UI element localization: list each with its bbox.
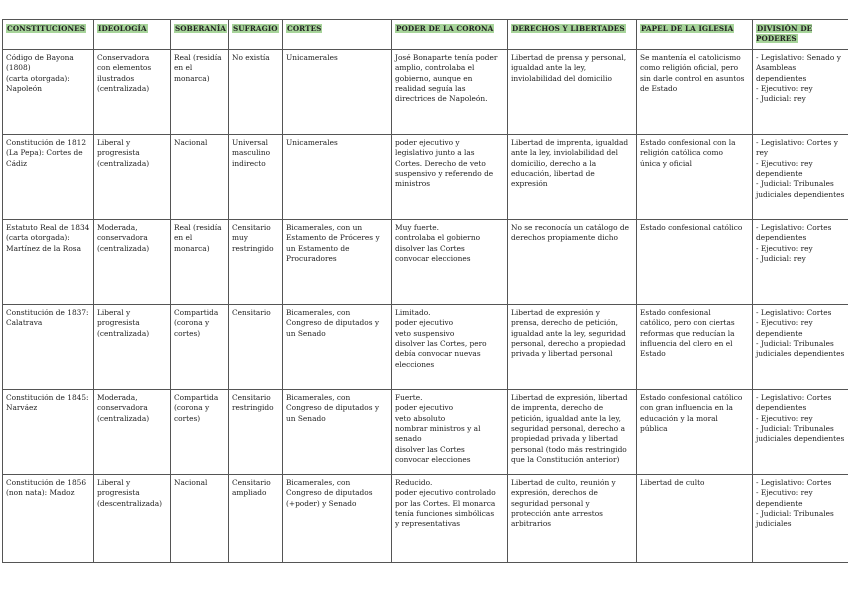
- table-cell: Liberal y progresista (centralizada): [94, 304, 171, 389]
- table-cell: Censitario muy restringido: [229, 219, 283, 304]
- table-row: [3, 389, 848, 474]
- table-cell: Muy fuerte. controlaba el gobierno disolver las Cortes convocar elecciones: [392, 219, 508, 304]
- table-cell: Bicamerales, con un Estamento de Próceres y un Estamento de Procuradores: [283, 219, 392, 304]
- table-cell: poder ejecutivo y legislativo junto a las Cortes. Derecho de veto suspensivo y referendo de ministros: [392, 134, 508, 219]
- table-row: [3, 49, 848, 134]
- table-cell: - Legislativo: Cortes dependientes - Ejecutivo: rey - Judicial: Tribunales judiciales dependientes: [753, 389, 848, 474]
- header-cell: [283, 20, 392, 50]
- table-cell: Fuerte. poder ejecutivo veto absoluto nombrar ministros y al senado disolver las Cortes convocar elecciones: [392, 389, 508, 474]
- header-label: CORTES: [287, 24, 322, 33]
- table-cell: Constitución de 1812 (La Pepa): Cortes de Cádiz: [3, 134, 94, 219]
- table-cell: Compartida (corona y cortes): [171, 304, 229, 389]
- header-label: IDEOLOGÍA: [98, 24, 147, 33]
- header-cell: [229, 20, 283, 50]
- header-label: DIVISIÓN DE PODERES: [756, 24, 813, 44]
- table-cell: Bicamerales, con Congreso de diputados (+poder) y Senado: [283, 474, 392, 562]
- header-cell: [508, 20, 637, 50]
- table-cell: Constitución de 1845: Narváez: [3, 389, 94, 474]
- table-cell: Se mantenía el catolicismo como religión oficial, pero sin darle control en asuntos de Estado: [637, 49, 753, 134]
- table-cell: Censitario restringido: [229, 389, 283, 474]
- table-cell: Constitución de 1856 (non nata): Madoz: [3, 474, 94, 562]
- header-cell: [3, 20, 94, 50]
- table-cell: Estado confesional católico: [637, 219, 753, 304]
- header-row: [3, 20, 848, 50]
- table-cell: Limitado. poder ejecutivo veto suspensivo disolver las Cortes, pero debía convocar nuevas elecciones: [392, 304, 508, 389]
- header-cell: [171, 20, 229, 50]
- table-cell: No se reconocía un catálogo de derechos propiamente dicho: [508, 219, 637, 304]
- table-cell: Estatuto Real de 1834 (carta otorgada): Martínez de la Rosa: [3, 219, 94, 304]
- table-cell: Constitución de 1837: Calatrava: [3, 304, 94, 389]
- header-label: PAPEL DE LA IGLESIA: [641, 24, 734, 33]
- table-cell: Nacional: [171, 134, 229, 219]
- table-cell: Unicamerales: [283, 134, 392, 219]
- header-cell: [94, 20, 171, 50]
- header-label: CONSTITUCIONES: [7, 24, 86, 33]
- header-label: SUFRAGIO: [233, 24, 278, 33]
- table-cell: Compartida (corona y cortes): [171, 389, 229, 474]
- table-cell: Libertad de prensa y personal, igualdad ante la ley, inviolabilidad del domicilio: [508, 49, 637, 134]
- table-cell: José Bonaparte tenía poder amplio, controlaba el gobierno, aunque en realidad seguía las directrices de Napoleón.: [392, 49, 508, 134]
- table-cell: Bicamerales, con Congreso de diputados y un Senado: [283, 304, 392, 389]
- table-cell: Estado confesional católico con gran influencia en la educación y la moral pública: [637, 389, 753, 474]
- table-cell: Moderada, conservadora (centralizada): [94, 389, 171, 474]
- header-label: DERECHOS Y LIBERTADES: [512, 24, 625, 33]
- table-row: [3, 134, 848, 219]
- header-label: PODER DE LA CORONA: [396, 24, 494, 33]
- table-cell: - Legislativo: Cortes y rey - Ejecutivo: rey dependiente - Judicial: Tribunales judiciales dependientes: [753, 134, 848, 219]
- table-cell: Reducido. poder ejecutivo controlado por las Cortes. El monarca tenía funciones simbólicas y representativas: [392, 474, 508, 562]
- table-cell: Universal masculino indirecto: [229, 134, 283, 219]
- table-cell: Libertad de culto, reunión y expresión, derechos de seguridad personal y protección ante arrestos arbitrarios: [508, 474, 637, 562]
- table-cell: Nacional: [171, 474, 229, 562]
- header-cell: [753, 20, 848, 50]
- table-cell: Estado confesional católico, pero con ciertas reformas que reducían la influencia del clero en el Estado: [637, 304, 753, 389]
- table-row: [3, 474, 848, 562]
- table-cell: Unicamerales: [283, 49, 392, 134]
- table-cell: Libertad de expresión, libertad de imprenta, derecho de petición, igualdad ante la ley, seguridad personal, derecho a propiedad privada y libertad personal (todo más restringido que la Constitución anterior): [508, 389, 637, 474]
- header-cell: [637, 20, 753, 50]
- table-cell: Estado confesional con la religión católica como única y oficial: [637, 134, 753, 219]
- table-cell: Liberal y progresista (descentralizada): [94, 474, 171, 562]
- table-cell: Moderada, conservadora (centralizada): [94, 219, 171, 304]
- table-cell: Liberal y progresista (centralizada): [94, 134, 171, 219]
- table-cell: Libertad de culto: [637, 474, 753, 562]
- table-cell: Real (residía en el monarca): [171, 219, 229, 304]
- table-cell: Censitario: [229, 304, 283, 389]
- constitutions-table: [2, 19, 848, 563]
- table-cell: - Legislativo: Cortes dependientes - Ejecutivo: rey - Judicial: rey: [753, 219, 848, 304]
- table-cell: Código de Bayona (1808) (carta otorgada): Napoleón: [3, 49, 94, 134]
- table-cell: Conservadora con elementos ilustrados (centralizada): [94, 49, 171, 134]
- table-cell: Real (residía en el monarca): [171, 49, 229, 134]
- header-label: SOBERANÍA: [175, 24, 226, 33]
- table-cell: - Legislativo: Senado y Asambleas dependientes - Ejecutivo: rey - Judicial: rey: [753, 49, 848, 134]
- table-cell: No existía: [229, 49, 283, 134]
- table-cell: Censitario ampliado: [229, 474, 283, 562]
- table-cell: Bicamerales, con Congreso de diputados y un Senado: [283, 389, 392, 474]
- table-cell: Libertad de imprenta, igualdad ante la ley, inviolabilidad del domicilio, derecho a la educación, libertad de expresión: [508, 134, 637, 219]
- table-cell: - Legislativo: Cortes - Ejecutivo: rey dependiente - Judicial: Tribunales judiciales: [753, 474, 848, 562]
- table-row: [3, 304, 848, 389]
- table-cell: - Legislativo: Cortes - Ejecutivo: rey dependiente - Judicial: Tribunales judiciales dependientes: [753, 304, 848, 389]
- header-cell: [392, 20, 508, 50]
- table-row: [3, 219, 848, 304]
- table-cell: Libertad de expresión y prensa, derecho de petición, igualdad ante la ley, seguridad personal, derecho a propiedad privada y libertad personal: [508, 304, 637, 389]
